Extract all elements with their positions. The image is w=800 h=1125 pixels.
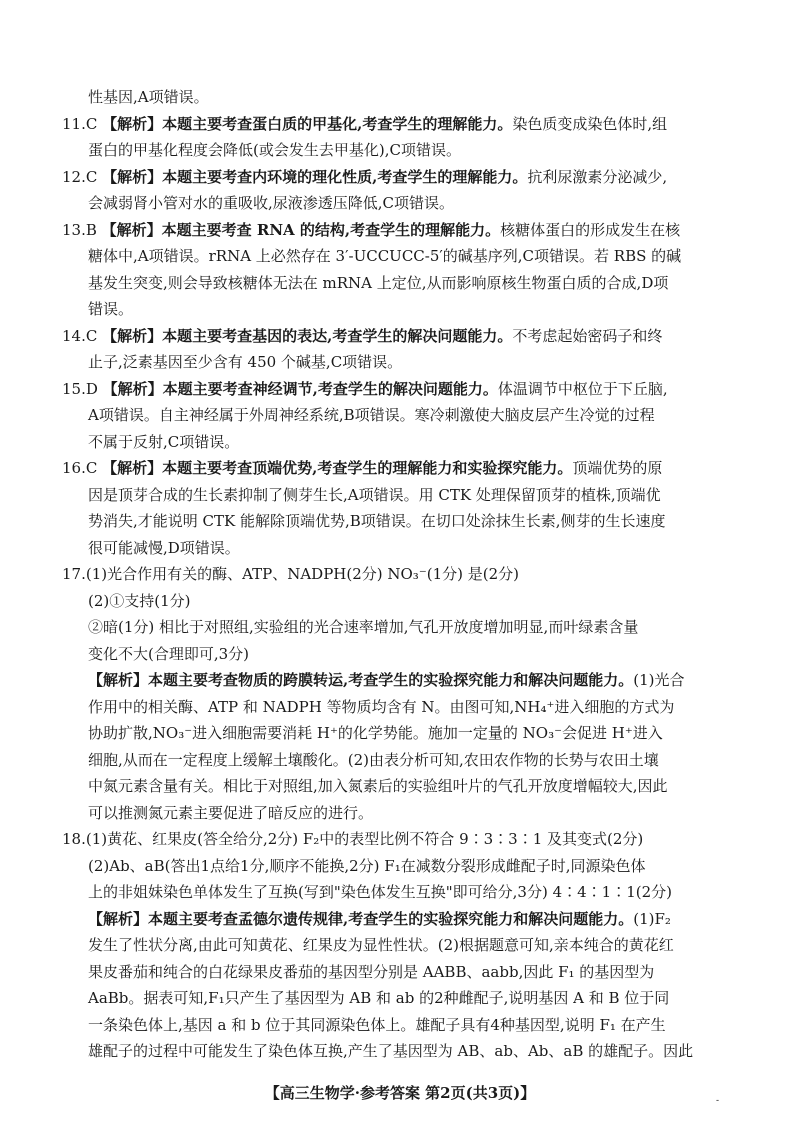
text-line: 会减弱肾小管对水的重吸收,尿液渗透压降低,C项错误。 xyxy=(88,194,455,212)
text-line: 中氮元素含量有关。相比于对照组,加入氮素后的实验组叶片的气孔开放度增幅较大,因此 xyxy=(88,777,668,795)
text-line: 糖体中,A项错误。rRNA 上必然存在 3′-UCCUCC-5′的碱基序列,C项错误。若 RBS 的碱 xyxy=(88,247,682,265)
text-line: 13.B 【解析】本题主要考查 RNA 的结构,考查学生的理解能力。核糖体蛋白的形成发生在核 xyxy=(62,220,681,239)
text-line: 【解析】本题主要考查物质的跨膜转运,考查学生的实验探究能力和解决问题能力。(1)光合 xyxy=(88,671,685,689)
text-line: 变化不大(合理即可,3分) xyxy=(88,644,250,663)
text-line: 很可能减慢,D项错误。 xyxy=(88,538,240,557)
text-line: AaBb。据表可知,F₁只产生了基因型为 AB 和 ab 的2种雌配子,说明基因 A 和 B 位于同 xyxy=(88,989,670,1007)
text-line: 12.C 【解析】本题主要考查内环境的理化性质,考查学生的理解能力。抗利尿激素分泌减少, xyxy=(62,167,668,186)
page-footer: 【高三生物学·参考答案 第2页(共3页)】 xyxy=(264,1084,536,1102)
text-line: 雄配子的过程中可能发生了染色体互换,产生了基因型为 AB、ab、Ab、aB 的雄配子。因此 xyxy=(88,1042,694,1060)
text-line: A项错误。自主神经属于外周神经系统,B项错误。寒冷刺激使大脑皮层产生冷觉的过程 xyxy=(88,406,655,424)
text-line: 15.D 【解析】本题主要考查神经调节,考查学生的解决问题能力。体温调节中枢位于下丘脑, xyxy=(62,379,668,398)
text-line: 可以推测氮元素主要促进了暗反应的进行。 xyxy=(88,803,374,822)
text-line: (2)①支持(1分) xyxy=(88,591,191,610)
text-line: 【解析】本题主要考查孟德尔遗传规律,考查学生的实验探究能力和解决问题能力。(1)F₂ xyxy=(88,909,671,928)
text-line: 果皮番茄和纯合的白花绿果皮番茄的基因型分别是 AABB、aabb,因此 F₁ 的基因型为 xyxy=(88,962,655,981)
text-line: 发生了性状分离,由此可知黄花、红果皮为显性性状。(2)根据题意可知,亲本纯合的黄花红 xyxy=(88,936,674,954)
text-line: 16.C 【解析】本题主要考查顶端优势,考查学生的理解能力和实验探究能力。顶端优势的原 xyxy=(62,459,663,477)
text-line: 性基因,A项错误。 xyxy=(88,88,209,106)
text-line: 一条染色体上,基因 a 和 b 位于其同源染色体上。雄配子具有4种基因型,说明 F₁ 在产生 xyxy=(88,1015,666,1034)
answer-content xyxy=(62,84,742,1065)
text-line: 不属于反射,C项错误。 xyxy=(88,432,240,451)
text-line: 细胞,从而在一定程度上缓解土壤酸化。(2)由表分析可知,农田农作物的长势与农田土壤 xyxy=(88,750,659,769)
text-line: 协助扩散,NO₃⁻进入细胞需要消耗 H⁺的化学势能。施加一定量的 NO₃⁻会促进 H⁺进入 xyxy=(88,724,663,742)
text-line: 17.(1)光合作用有关的酶、ATP、NADPH(2分) NO₃⁻(1分) 是(2分) xyxy=(62,565,520,583)
text-line: (2)Ab、aB(答出1点给1分,顺序不能换,2分) F₁在减数分裂形成雌配子时,同源染色体 xyxy=(88,856,646,875)
text-line: 作用中的相关酶、ATP 和 NADPH 等物质均含有 N。由图可知,NH₄⁺进入细胞的方式为 xyxy=(88,697,675,716)
text-line: 错误。 xyxy=(88,300,134,318)
corner-mark: - xyxy=(716,1096,720,1106)
text-line: 因是顶芽合成的生长素抑制了侧芽生长,A项错误。用 CTK 处理保留顶芽的植株,顶端优 xyxy=(88,485,661,504)
text-line: 止子,泛素基因至少含有 450 个碱基,C项错误。 xyxy=(88,353,403,371)
text-line: 11.C 【解析】本题主要考查蛋白质的甲基化,考查学生的理解能力。染色质变成染色体时,组 xyxy=(62,114,668,133)
text-line: 蛋白的甲基化程度会降低(或会发生去甲基化),C项错误。 xyxy=(88,141,461,159)
text-line: ②暗(1分) 相比于对照组,实验组的光合速率增加,气孔开放度增加明显,而叶绿素含量 xyxy=(88,618,639,636)
text-line: 上的非姐妹染色单体发生了互换(写到"染色体发生互换"即可给分,3分) 4∶4∶1∶1(2分) xyxy=(88,883,673,901)
text-line: 18.(1)黄花、红果皮(答全给分,2分) F₂中的表型比例不符合 9∶3∶3∶1 及其变式(2分) xyxy=(62,830,644,848)
text-line: 势消失,才能说明 CTK 能解除顶端优势,B项错误。在切口处涂抹生长素,侧芽的生长速度 xyxy=(88,512,666,530)
text-line: 14.C 【解析】本题主要考查基因的表达,考查学生的解决问题能力。不考虑起始密码子和终 xyxy=(62,326,663,345)
text-line: 基发生突变,则会导致核糖体无法在 mRNA 上定位,从而影响原核生物蛋白质的合成,D项 xyxy=(88,273,669,292)
